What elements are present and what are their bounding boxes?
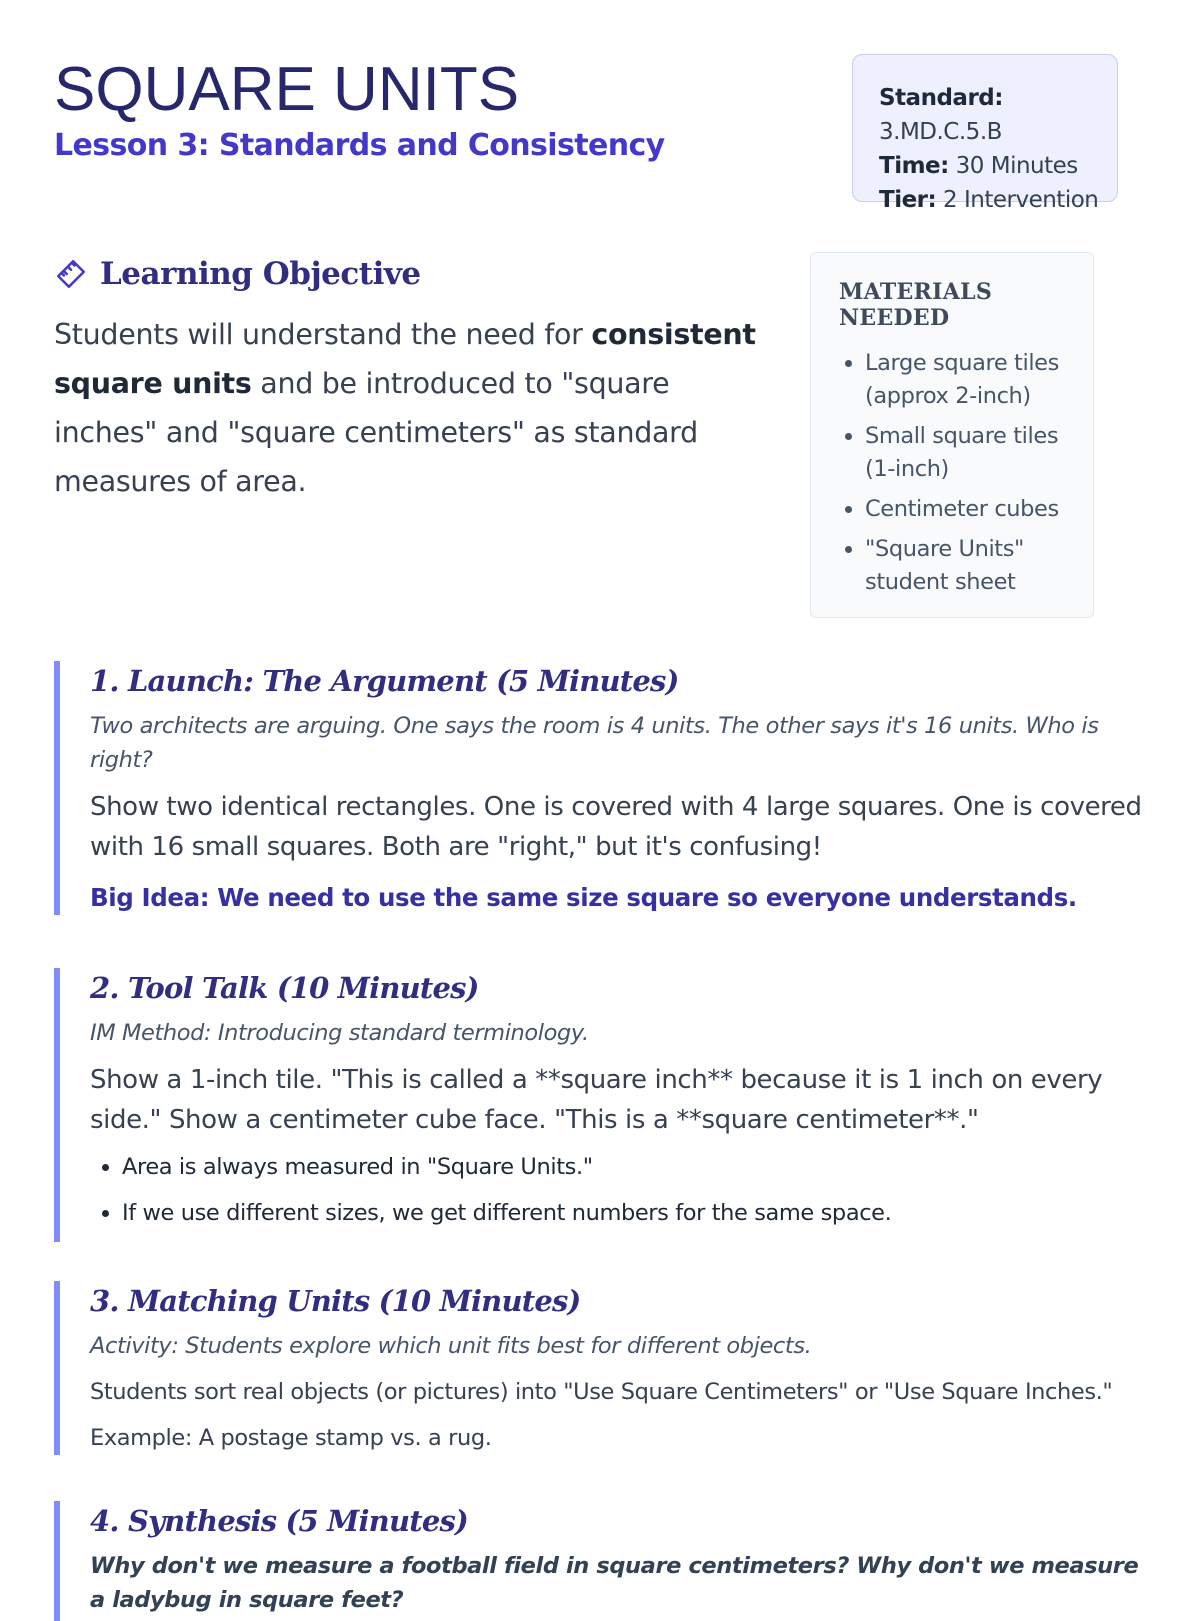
section-tool-talk-body: Show a 1-inch tile. "This is called a **square inch** because it is 1 inch on every side." Show a centimeter cube face. "This is a **square centimeter**." — [90, 1065, 1103, 1135]
meta-time — [879, 149, 1117, 183]
big-idea: Big Idea: We need to use the same size square so everyone understands. — [90, 883, 1077, 912]
section-synthesis — [54, 1501, 1148, 1621]
tool-talk-bullet: • Area is always measured in "Square Units." — [122, 1150, 1148, 1184]
section-launch-title: 1. Launch: The Argument (5 Minutes) — [90, 664, 679, 698]
page-title: SQUARE UNITS — [54, 55, 520, 124]
section-matching-body: Students sort real objects (or pictures) into "Use Square Centimeters" or "Use Square Inches." — [90, 1379, 1113, 1405]
meta-standard-label: Standard: — [879, 85, 1003, 111]
objective-text-bold: consistent square units — [54, 318, 756, 400]
section-matching-title: 3. Matching Units (10 Minutes) — [90, 1284, 581, 1318]
materials-heading: MATERIALS NEEDED — [839, 279, 993, 331]
section-tool-talk — [54, 968, 1148, 1242]
meta-time-value: 30 Minutes — [955, 153, 1078, 179]
section-launch — [54, 661, 1148, 915]
materials-item: • Small square tiles (1-inch) — [865, 420, 1093, 486]
objective-text — [54, 310, 769, 506]
section-matching-note: Activity: Students explore which unit fits best for different objects. — [90, 1333, 812, 1359]
section-matching-example: Example: A postage stamp vs. a rug. — [90, 1425, 492, 1451]
tool-talk-bullet: • If we use different sizes, we get different numbers for the same space. — [122, 1196, 1148, 1230]
meta-standard — [879, 81, 1117, 149]
section-launch-body: Show two identical rectangles. One is covered with 4 large squares. One is covered with 16 small squares. Both are "right," but it's confusing! — [90, 792, 1142, 862]
meta-standard-value: 3.MD.C.5.B — [879, 119, 1002, 145]
objective-text-part-2: and be introduced to "square inches" and "square centimeters" as standard measures of area. — [54, 367, 698, 498]
meta-tier-label: Tier: — [879, 187, 937, 213]
objective-heading — [54, 256, 421, 292]
materials-item: • Centimeter cubes — [865, 493, 1093, 526]
objective-text-part-1: Students will understand the need for — [54, 318, 592, 351]
section-synthesis-note: Why don't we measure a football field in square centimeters? Why don't we measure a ladybug in square feet? — [90, 1553, 1139, 1613]
section-launch-note: Two architects are arguing. One says the room is 4 units. The other says it's 16 units. Who is right? — [90, 713, 1099, 773]
section-tool-talk-note: IM Method: Introducing standard terminology. — [90, 1020, 589, 1046]
lesson-header — [54, 54, 794, 166]
materials-box — [810, 252, 1094, 618]
meta-tier — [879, 183, 1117, 217]
lesson-meta-box — [852, 54, 1118, 213]
materials-item: • Large square tiles (approx 2-inch) — [865, 347, 1093, 413]
section-synthesis-title: 4. Synthesis (5 Minutes) — [90, 1504, 468, 1538]
meta-tier-value: 2 Intervention — [943, 187, 1099, 213]
ruler-icon — [54, 257, 88, 291]
lesson-subtitle: Lesson 3: Standards and Consistency — [54, 128, 665, 163]
materials-item: • "Square Units" student sheet — [865, 533, 1093, 599]
section-matching — [54, 1281, 1148, 1455]
section-tool-talk-title: 2. Tool Talk (10 Minutes) — [90, 971, 479, 1005]
objective-heading-text: Learning Objective — [100, 256, 421, 292]
meta-time-label: Time: — [879, 153, 949, 179]
materials-list — [839, 347, 1093, 599]
tool-talk-bullets — [90, 1150, 1148, 1230]
